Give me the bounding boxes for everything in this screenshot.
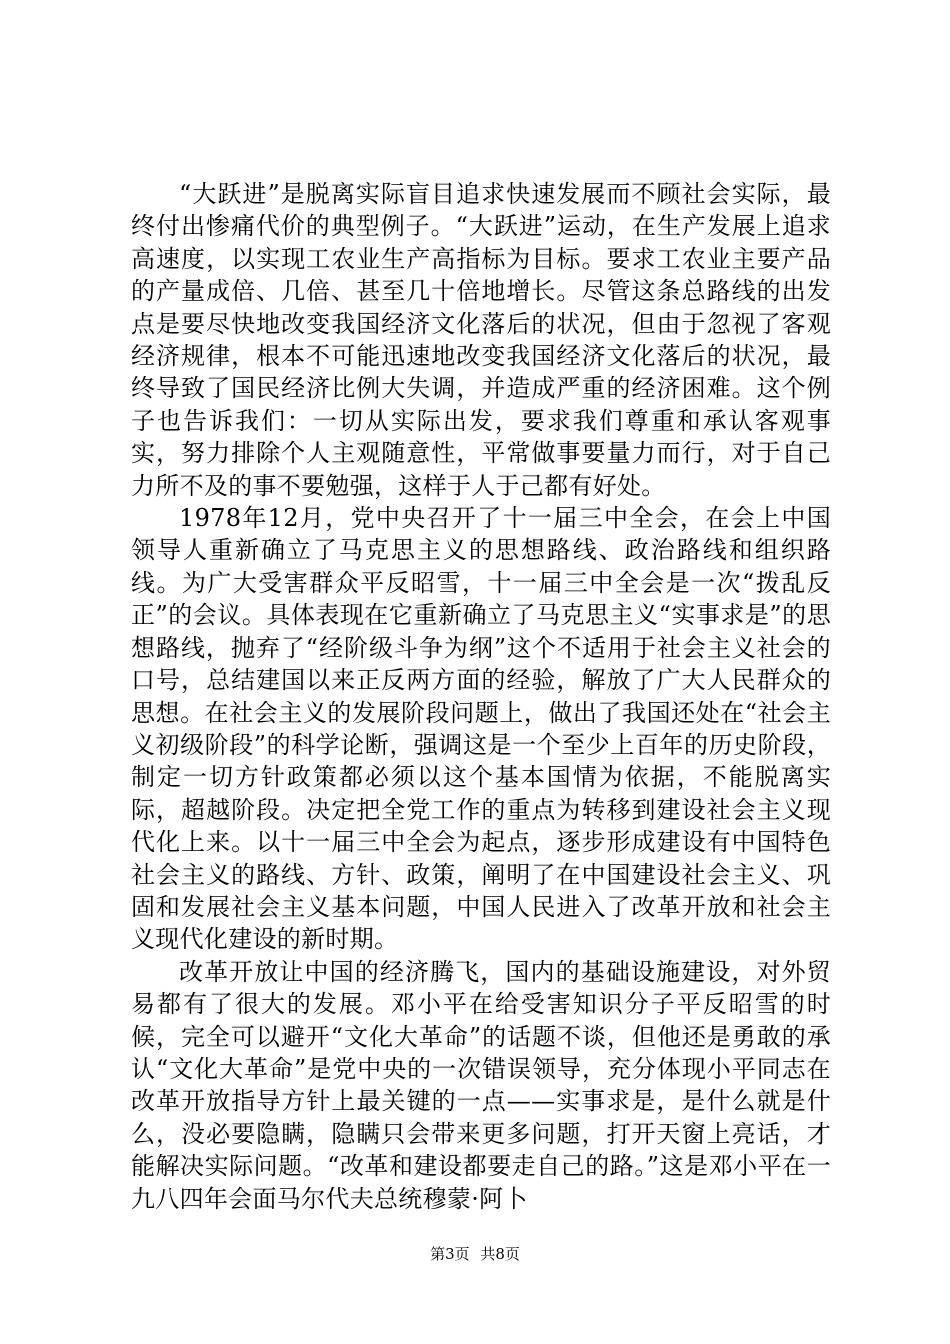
page-total: 共8页 [480,1245,520,1263]
paragraph-third-plenum: 1978年12月，党中央召开了十一届三中全会，在会上中国领导人重新确立了马克思主义的思想路线、政治路线和组织路线。为广大受害群众平反昭雪，十一届三中全会是一次“拨乱反正”的会议。具体表现在它重新确立了马克思主义“实事求是”的思想路线，抛弃了“经阶级斗争为纲”这个不适用于社会主义社会的口号，总结建国以来正反两方面的经验，解放了广大人民群众的思想。在社会主义的发展阶段问题上，做出了我国还处在“社会主义初级阶段”的科学论断，强调这是一个至少上百年的历史阶段，制定一切方针政策都必须以这个基本国情为依据，不能脱离实际，超越阶段。决定把全党工作的重点为转移到建设社会主义现代化上来。以十一届三中全会为起点，逐步形成建设有中国特色社会主义的路线、方针、政策，阐明了在中国建设社会主义、巩固和发展社会主义基本问题，中国人民进入了改革开放和社会主义现代化建设的新时期。 [131,504,831,954]
page-footer [0,1244,950,1264]
paragraph-great-leap-forward: “大跃进”是脱离实际盲目追求快速发展而不顾社会实际，最终付出惨痛代价的典型例子。“大跃进”运动，在生产发展上追求高速度，以实现工农业生产高指标为目标。要求工农业主要产品的产量成倍、几倍、甚至几十倍地增长。尽管这条总路线的出发点是要尽快地改变我国经济文化落后的状况，但由于忽视了客观经济规律，根本不可能迅速地改变我国经济文化落后的状况，最终导致了国民经济比例大失调，并造成严重的经济困难。这个例子也告诉我们：一切从实际出发，要求我们尊重和承认客观事实，努力排除个人主观随意性，平常做事要量力而行，对于自己力所不及的事不要勉强，这样于人于己都有好处。 [131,180,831,500]
document-body [131,178,831,1215]
paragraph-reform-opening: 改革开放让中国的经济腾飞，国内的基础设施建设，对外贸易都有了很大的发展。邓小平在给受害知识分子平反昭雪的时候，完全可以避开“文化大革命”的话题不谈，但他还是勇敢的承认“文化大革命”是党中央的一次错误领导，充分体现小平同志在改革开放指导方针上最关键的一点——实事求是，是什么就是什么，没必要隐瞒，隐瞒只会带来更多问题，打开天窗上亮话，才能解决实际问题。“改革和建设都要走自己的路。”这是邓小平在一九八四年会面马尔代夫总统穆蒙·阿卜 [131,957,831,1213]
page-number: 第3页 [430,1245,470,1263]
